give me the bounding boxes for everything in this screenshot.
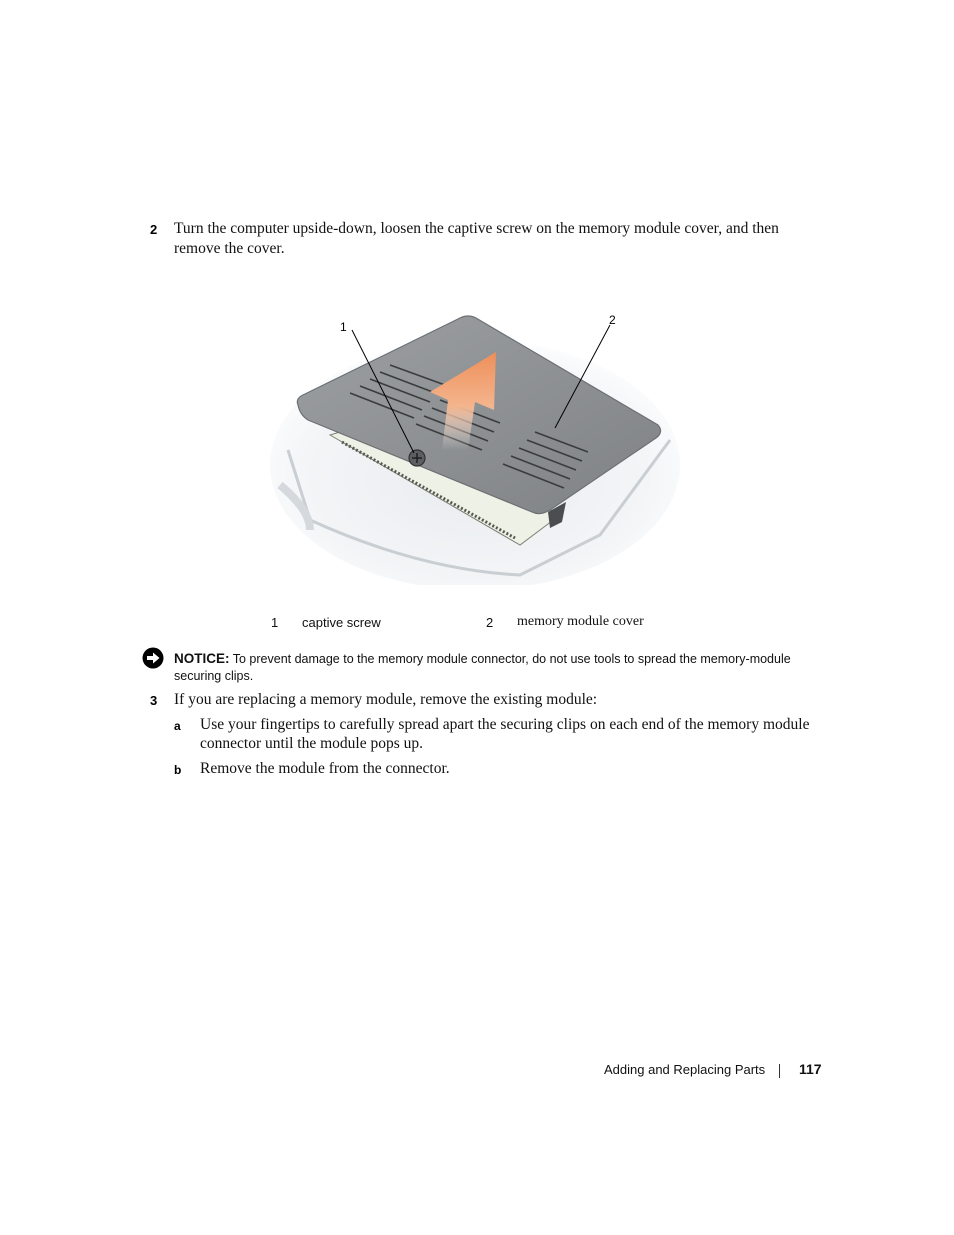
step-2-text-line2: remove the cover. <box>174 240 285 257</box>
substep-b-letter: b <box>174 763 182 777</box>
legend-2-number: 2 <box>486 615 494 630</box>
notice-block <box>174 650 814 685</box>
callout-1-marker: 1 <box>340 320 347 334</box>
step-3-number: 3 <box>150 693 158 708</box>
notice-arrow-icon <box>142 647 164 669</box>
substep-a-line1: Use your fingertips to carefully spread apart the securing clips on each end of the memory module <box>200 716 810 733</box>
substep-a-line2: connector until the module pops up. <box>200 735 423 752</box>
footer-separator <box>779 1064 780 1078</box>
notice-label: NOTICE: <box>174 651 230 666</box>
notice-text: To prevent damage to the memory module connector, do not use tools to spread the memory-module securing clips. <box>174 652 791 683</box>
legend-1-label: captive screw <box>302 615 381 630</box>
page-number: 117 <box>799 1061 822 1077</box>
substep-a-letter: a <box>174 719 181 733</box>
step-2-number: 2 <box>150 222 158 237</box>
step-2-text-line1: Turn the computer upside-down, loosen the captive screw on the memory module cover, and then <box>174 220 779 237</box>
legend-2-label: memory module cover <box>517 614 644 629</box>
legend-1-number: 1 <box>271 615 279 630</box>
substep-b-line1: Remove the module from the connector. <box>200 760 450 777</box>
memory-cover-illustration <box>270 300 690 585</box>
step-3-text: If you are replacing a memory module, remove the existing module: <box>174 691 598 708</box>
callout-2-marker: 2 <box>609 313 616 327</box>
footer-section-title: Adding and Replacing Parts <box>604 1062 766 1077</box>
